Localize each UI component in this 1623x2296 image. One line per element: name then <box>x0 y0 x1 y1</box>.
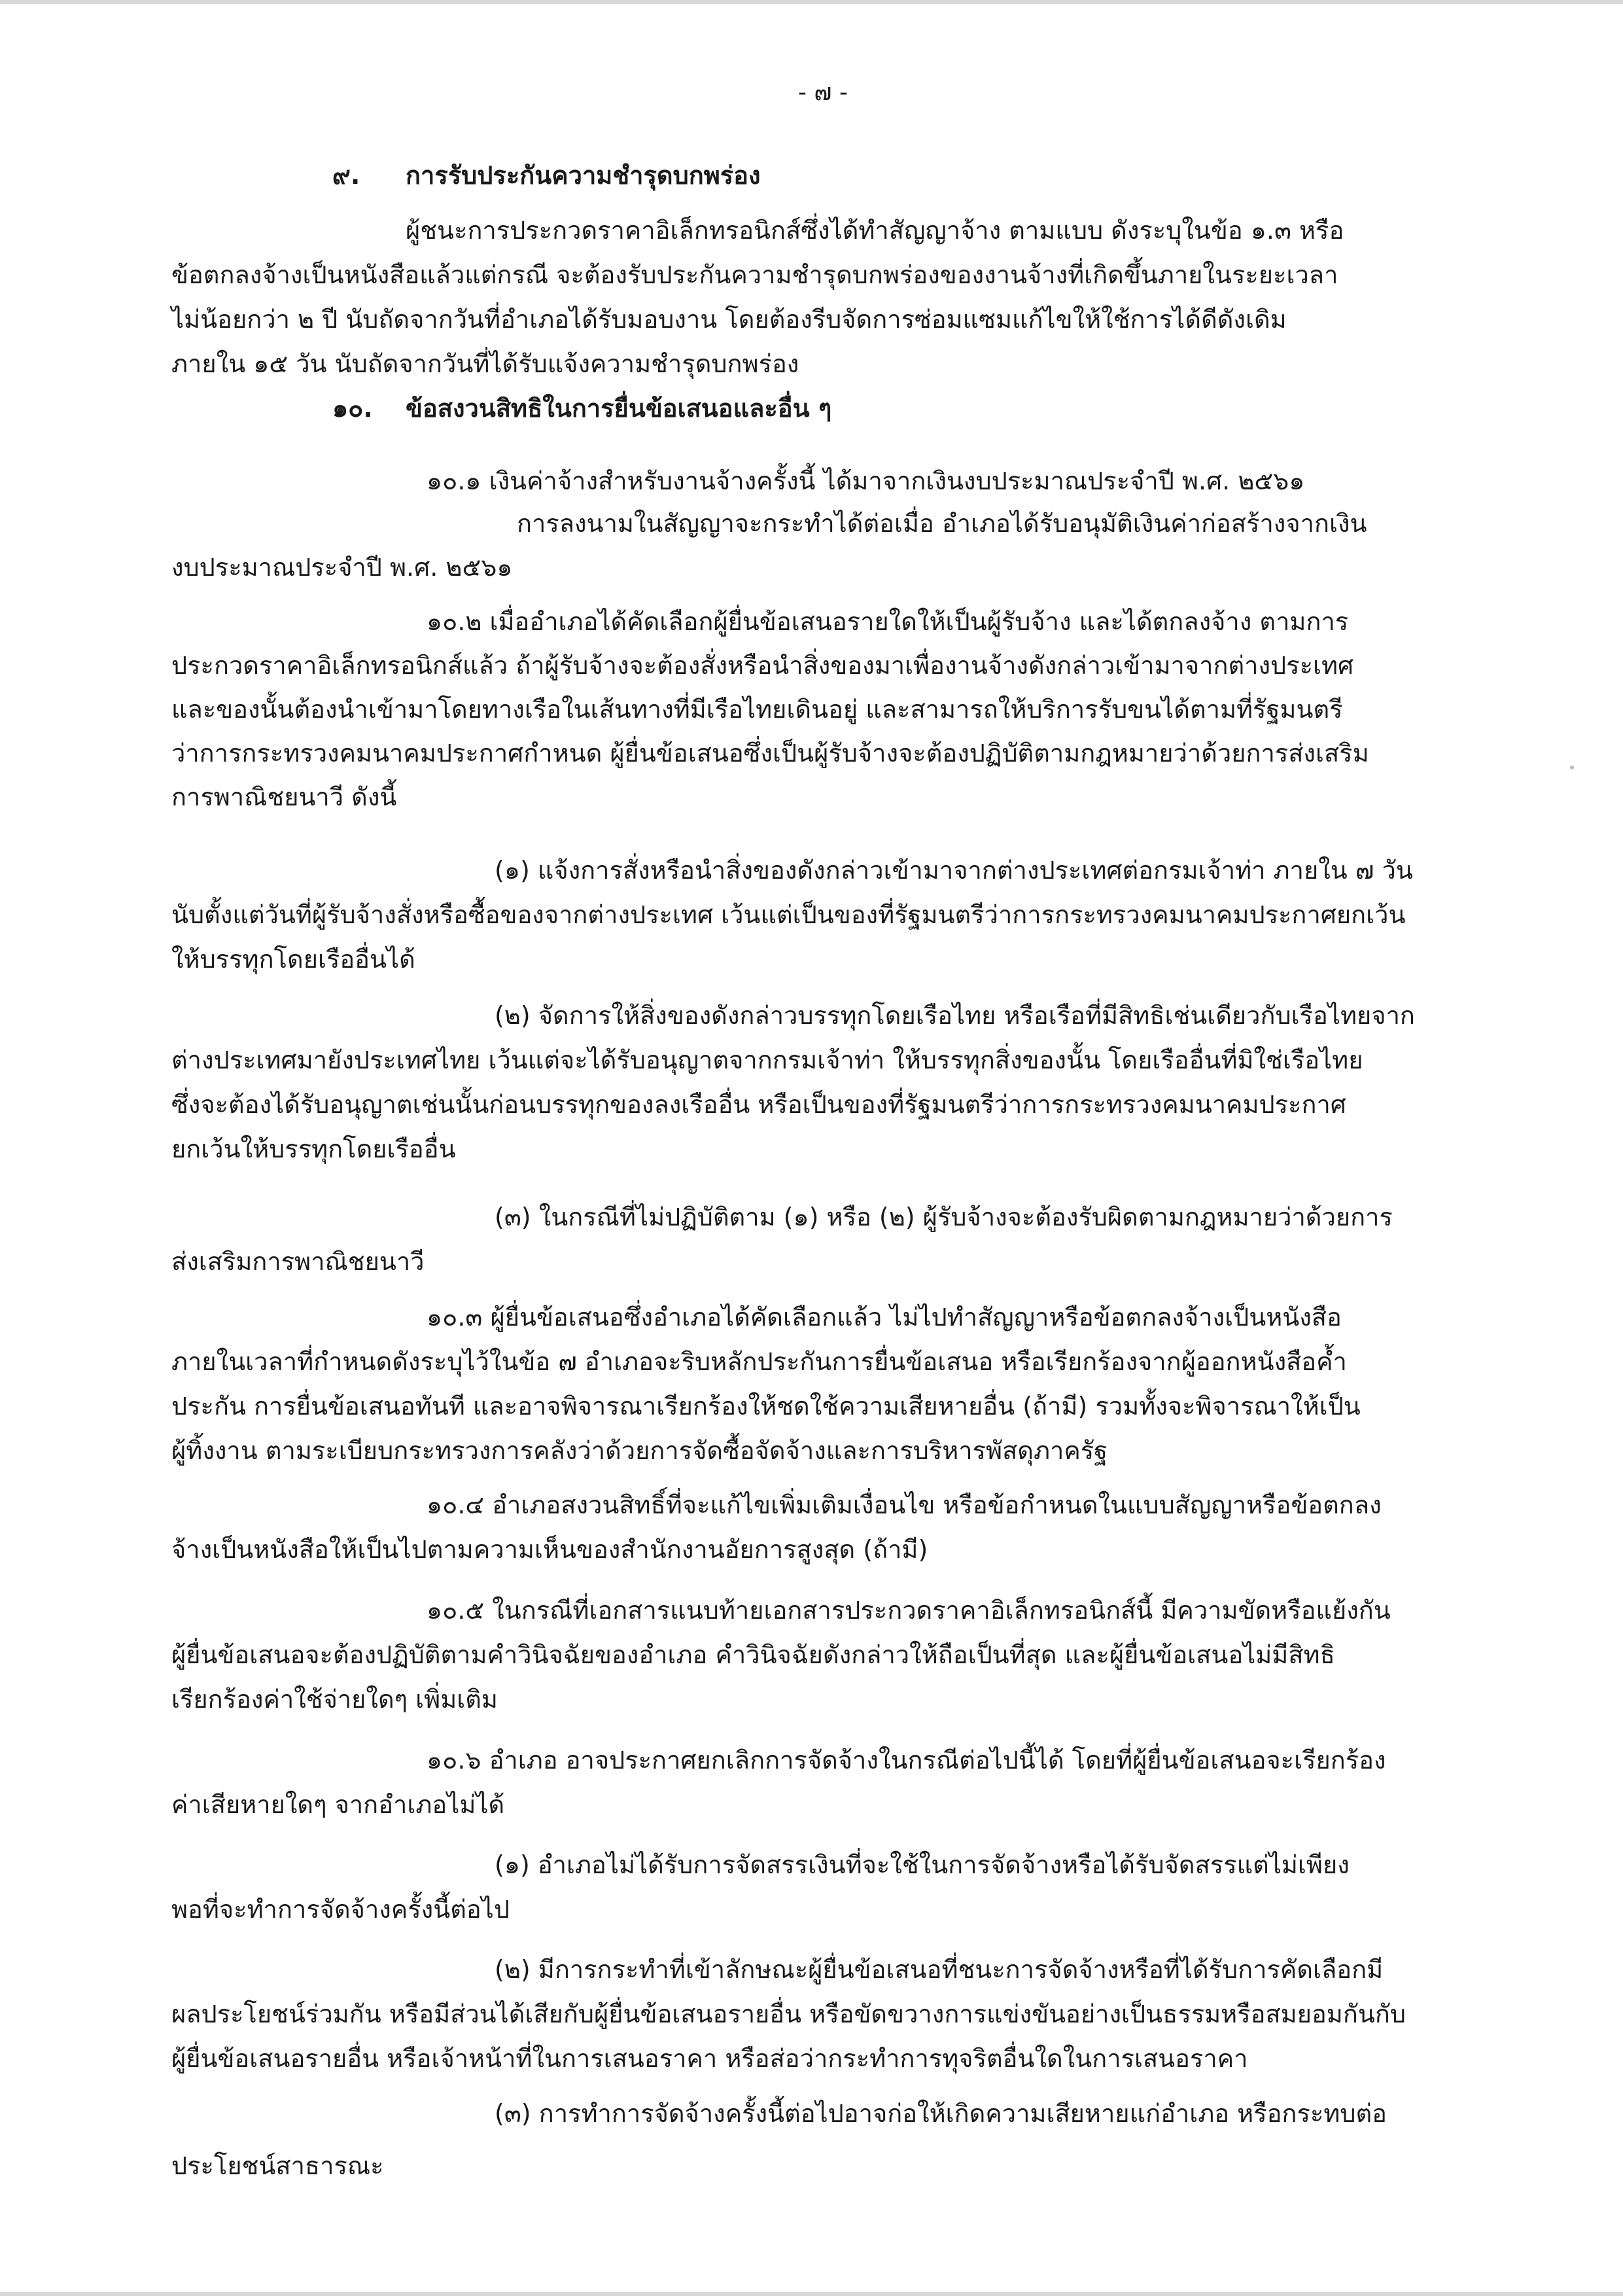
section-10-line: (๒) จัดการให้สิ่งของดังกล่าวบรรทุกโดยเรือไทย หรือเรือที่มีสิทธิเช่นเดียวกับเรือไทยจาก <box>495 1001 1415 1030</box>
section-9-line: ข้อตกลงจ้างเป็นหนังสือแล้วแต่กรณี จะต้องรับประกันความชำรุดบกพร่องของงานจ้างที่เกิดขึ้นภายในระยะเวลา <box>171 260 1338 289</box>
section-10-line: ผู้ยื่นข้อเสนอรายอื่น หรือเจ้าหน้าที่ในการเสนอราคา หรือส่อว่ากระทำการทุจริตอื่นใดในการเสนอราคา <box>171 2044 1248 2073</box>
section-10-line: (๑) แจ้งการสั่งหรือนำสิ่งของดังกล่าวเข้ามาจากต่างประเทศต่อกรมเจ้าท่า ภายใน ๗ วัน <box>495 856 1413 885</box>
section-10-line: ว่าการกระทรวงคมนาคมประกาศกำหนด ผู้ยื่นข้อเสนอซึ่งเป็นผู้รับจ้างจะต้องปฏิบัติตามกฎหมายว่าด้วยการส่งเสริม <box>171 739 1369 768</box>
section-10-heading: ข้อสงวนสิทธิในการยื่นข้อเสนอและอื่น ๆ <box>406 394 832 423</box>
section-10-line: ๑๐.๑ เงินค่าจ้างสำหรับงานจ้างครั้งนี้ ได้มาจากเงินงบประมาณประจำปี พ.ศ. ๒๕๖๑ <box>427 467 1305 495</box>
section-10-line: ๑๐.๒ เมื่ออำเภอได้คัดเลือกผู้ยื่นข้อเสนอรายใดให้เป็นผู้รับจ้าง และได้ตกลงจ้าง ตามการ <box>427 607 1349 636</box>
section-9-line: ไม่น้อยกว่า ๒ ปี นับถัดจากวันที่อำเภอได้รับมอบงาน โดยต้องรีบจัดการซ่อมแซมแก้ไขให้ใช้การได้ดีดังเดิม <box>171 305 1287 334</box>
section-10-line: ค่าเสียหายใดๆ จากอำเภอไม่ได้ <box>171 1790 505 1819</box>
section-10-line: ซึ่งจะต้องได้รับอนุญาตเช่นนั้นก่อนบรรทุกของลงเรืออื่น หรือเป็นของที่รัฐมนตรีว่าการกระทรวงคมนาคมประกาศ <box>171 1090 1346 1119</box>
section-10-line: การพาณิชยนาวี ดังนี้ <box>171 783 397 811</box>
section-10-line: ต่างประเทศมายังประเทศไทย เว้นแต่จะได้รับอนุญาตจากกรมเจ้าท่า ให้บรรทุกสิ่งของนั้น โดยเรืออื่นที่มิใช่เรือไทย <box>171 1046 1363 1074</box>
section-10-line: (๓) การทำการจัดจ้างครั้งนี้ต่อไปอาจก่อให้เกิดความเสียหายแก่อำเภอ หรือกระทบต่อ <box>495 2099 1387 2128</box>
section-10-line: ส่งเสริมการพาณิชยนาวี <box>171 1247 425 1276</box>
section-10-line: ประกวดราคาอิเล็กทรอนิกส์แล้ว ถ้าผู้รับจ้างจะต้องสั่งหรือนำสิ่งของมาเพื่องานจ้างดังกล่าวเข้ามาจากต่างประเทศ <box>171 651 1354 680</box>
section-9-line: ผู้ชนะการประกวดราคาอิเล็กทรอนิกส์ซึ่งได้ทำสัญญาจ้าง ตามแบบ ดังระบุในข้อ ๑.๓ หรือ <box>406 216 1344 245</box>
section-10-line: เรียกร้องค่าใช้จ่ายใดๆ เพิ่มเติม <box>171 1685 498 1714</box>
section-10-line: ผลประโยชน์ร่วมกัน หรือมีส่วนได้เสียกับผู้ยื่นข้อเสนอรายอื่น หรือขัดขวางการแข่งขันอย่างเป็นธรรมหรือสมยอมกันกับ <box>171 2000 1406 2028</box>
section-10-line: (๒) มีการกระทำที่เข้าลักษณะผู้ยื่นข้อเสนอที่ชนะการจัดจ้างหรือที่ได้รับการคัดเลือกมี <box>495 1955 1384 1984</box>
section-10-line: พอที่จะทำการจัดจ้างครั้งนี้ต่อไป <box>171 1895 510 1924</box>
section-10-line: ๑๐.๔ อำเภอสงวนสิทธิ์ที่จะแก้ไขเพิ่มเติมเงื่อนไข หรือข้อกำหนดในแบบสัญญาหรือข้อตกลง <box>427 1491 1382 1519</box>
section-10-line: การลงนามในสัญญาจะกระทำได้ต่อเมื่อ อำเภอได้รับอนุมัติเงินค่าก่อสร้างจากเงิน <box>517 509 1367 538</box>
section-9-number: ๙. <box>332 161 360 190</box>
section-10-line: ผู้ทิ้งงาน ตามระเบียบกระทรวงการคลังว่าด้วยการจัดซื้อจัดจ้างและการบริหารพัสดุภาครัฐ <box>171 1436 1108 1465</box>
section-10-line: (๓) ในกรณีที่ไม่ปฏิบัติตาม (๑) หรือ (๒) ผู้รับจ้างจะต้องรับผิดตามกฎหมายว่าด้วยการ <box>495 1203 1393 1231</box>
section-10-line: (๑) อำเภอไม่ได้รับการจัดสรรเงินที่จะใช้ในการจัดจ้างหรือได้รับจัดสรรแต่ไม่เพียง <box>495 1850 1350 1879</box>
scan-top-edge <box>0 0 1623 4</box>
section-10-line: นับตั้งแต่วันที่ผู้รับจ้างสั่งหรือซื้อของจากต่างประเทศ เว้นแต่เป็นของที่รัฐมนตรีว่าการกระทรวงคมนาคมประกาศยกเว้น <box>171 900 1406 929</box>
scan-bottom-edge <box>0 2292 1623 2296</box>
section-10-number: ๑๐. <box>332 394 373 423</box>
section-10-line: ผู้ยื่นข้อเสนอจะต้องปฏิบัติตามคำวินิจฉัยของอำเภอ คำวินิจฉัยดังกล่าวให้ถือเป็นที่สุด และผู้ยื่นข้อเสนอไม่มีสิทธิ <box>171 1640 1335 1669</box>
section-10-line: ๑๐.๓ ผู้ยื่นข้อเสนอซึ่งอำเภอได้คัดเลือกแล้ว ไม่ไปทำสัญญาหรือข้อตกลงจ้างเป็นหนังสือ <box>427 1303 1342 1332</box>
section-10-line: ภายในเวลาที่กำหนดดังระบุไว้ในข้อ ๗ อำเภอจะริบหลักประกันการยื่นข้อเสนอ หรือเรียกร้องจากผู้ออกหนังสือค้ำ <box>171 1347 1347 1376</box>
section-9-heading: การรับประกันความชำรุดบกพร่อง <box>406 161 761 190</box>
section-9-line: ภายใน ๑๕ วัน นับถัดจากวันที่ได้รับแจ้งความชำรุดบกพร่อง <box>171 349 799 378</box>
scan-speck <box>1570 766 1574 769</box>
section-10-line: ประโยชน์สาธารณะ <box>171 2151 384 2180</box>
section-10-line: และของนั้นต้องนำเข้ามาโดยทางเรือในเส้นทางที่มีเรือไทยเดินอยู่ และสามารถให้บริการรับขนได้ตามที่รัฐมนตรี <box>171 695 1343 724</box>
section-10-line: ประกัน การยื่นข้อเสนอทันที และอาจพิจารณาเรียกร้องให้ชดใช้ความเสียหายอื่น (ถ้ามี) รวมทั้งจะพิจารณาให้เป็น <box>171 1392 1361 1421</box>
section-10-line: ให้บรรทุกโดยเรืออื่นได้ <box>171 945 415 974</box>
section-10-line: ๑๐.๖ อำเภอ อาจประกาศยกเลิกการจัดจ้างในกรณีต่อไปนี้ได้ โดยที่ผู้ยื่นข้อเสนอจะเรียกร้อง <box>427 1746 1386 1775</box>
section-10-line: ๑๐.๕ ในกรณีที่เอกสารแนบท้ายเอกสารประกวดราคาอิเล็กทรอนิกส์นี้ มีความขัดหรือแย้งกัน <box>427 1596 1391 1625</box>
section-10-line: จ้างเป็นหนังสือให้เป็นไปตามความเห็นของสำนักงานอัยการสูงสุด (ถ้ามี) <box>171 1535 928 1564</box>
section-10-line: ยกเว้นให้บรรทุกโดยเรืออื่น <box>171 1135 456 1163</box>
section-10-line: งบประมาณประจำปี พ.ศ. ๒๕๖๑ <box>171 553 513 582</box>
page-number: - ๗ - <box>798 79 848 106</box>
